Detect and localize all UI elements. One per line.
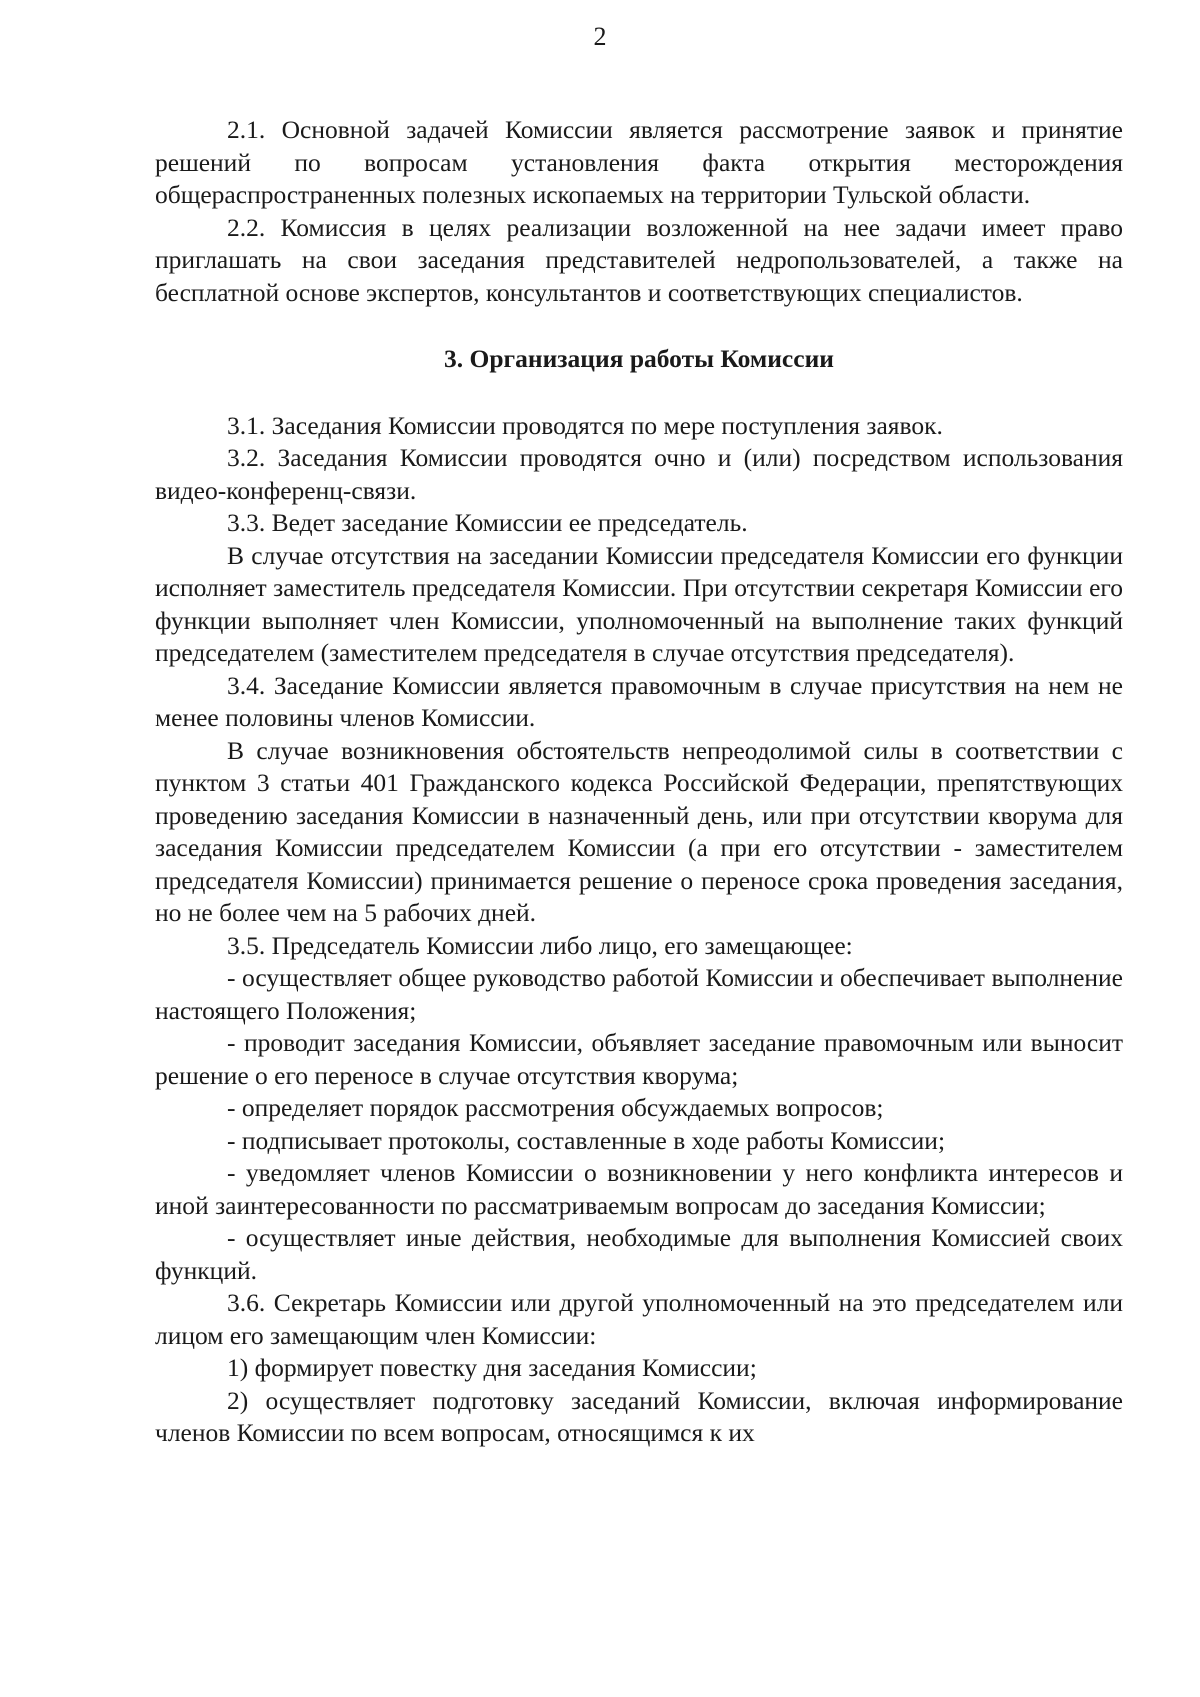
- section-heading: 3. Организация работы Комиссии: [444, 344, 834, 373]
- paragraph-3-3: 3.3. Ведет заседание Комиссии ее председатель.: [227, 508, 748, 537]
- paragraph-chair-absence: В случае отсутствия на заседании Комиссии председателя Комиссии его функции исполняет заместитель председателя Комиссии. При отсутствии секретаря Комиссии его функции выполняет член Комиссии, уполномоченный на выполнение таких функций председателем (заместителем председателя в случае отсутствия председателя).: [155, 540, 1123, 667]
- paragraph-2-1: 2.1. Основной задачей Комиссии является рассмотрение заявок и принятие решений по вопросам установления факта открытия месторождения общераспространенных полезных ископаемых на территории Тульской области.: [155, 115, 1123, 209]
- document-body: [155, 114, 1123, 1450]
- list-item-defines-order: - определяет порядок рассмотрения обсуждаемых вопросов;: [227, 1093, 884, 1122]
- paragraph-force-majeure: В случае возникновения обстоятельств непреодолимой силы в соответствии с пунктом 3 статьи 401 Гражданского кодекса Российской Федерации, препятствующих проведению заседания Комиссии в назначенный день, или при отсутствии кворума для заседания Комиссии председателем Комиссии (а при его отсутствии - заместителем председателя Комиссии) принимается решение о переносе срока проведения заседания, но не более чем на 5 рабочих дней.: [155, 735, 1123, 927]
- paragraph-3-6: 3.6. Секретарь Комиссии или другой уполномоченный на это председателем или лицом его замещающим член Комиссии:: [155, 1288, 1123, 1350]
- page-number: 2: [593, 22, 607, 51]
- list-item-other-actions: - осуществляет иные действия, необходимые для выполнения Комиссией своих функций.: [155, 1223, 1123, 1285]
- list-item-signs-protocols: - подписывает протоколы, составленные в ходе работы Комиссии;: [227, 1125, 946, 1155]
- list-item-preparation: 2) осуществляет подготовку заседаний Комиссии, включая информирование членов Комиссии по всем вопросам, относящимся к их: [155, 1385, 1123, 1447]
- list-item-notifies-conflict: - уведомляет членов Комиссии о возникновении у него конфликта интересов и иной заинтересованности по рассматриваемым вопросам до заседания Комиссии;: [155, 1158, 1123, 1220]
- list-item-agenda: 1) формирует повестку дня заседания Комиссии;: [227, 1353, 757, 1382]
- paragraph-3-2: 3.2. Заседания Комиссии проводятся очно и (или) посредством использования видео-конференц-связи.: [155, 443, 1123, 505]
- paragraph-3-5: 3.5. Председатель Комиссии либо лицо, его замещающее:: [227, 930, 853, 960]
- paragraph-2-2: 2.2. Комиссия в целях реализации возложенной на нее задачи имеет право приглашать на свои заседания представителей недропользователей, а также на бесплатной основе экспертов, консультантов и соответствующих специалистов.: [155, 212, 1123, 307]
- paragraph-3-4: 3.4. Заседание Комиссии является правомочным в случае присутствия на нем не менее половины членов Комиссии.: [155, 670, 1123, 732]
- list-item-conducts-meetings: - проводит заседания Комиссии, объявляет заседание правомочным или выносит решение о его переносе в случае отсутствия кворума;: [155, 1028, 1123, 1090]
- list-item-general-management: - осуществляет общее руководство работой Комиссии и обеспечивает выполнение настоящего Положения;: [155, 963, 1123, 1025]
- paragraph-3-1: 3.1. Заседания Комиссии проводятся по мере поступления заявок.: [227, 410, 943, 440]
